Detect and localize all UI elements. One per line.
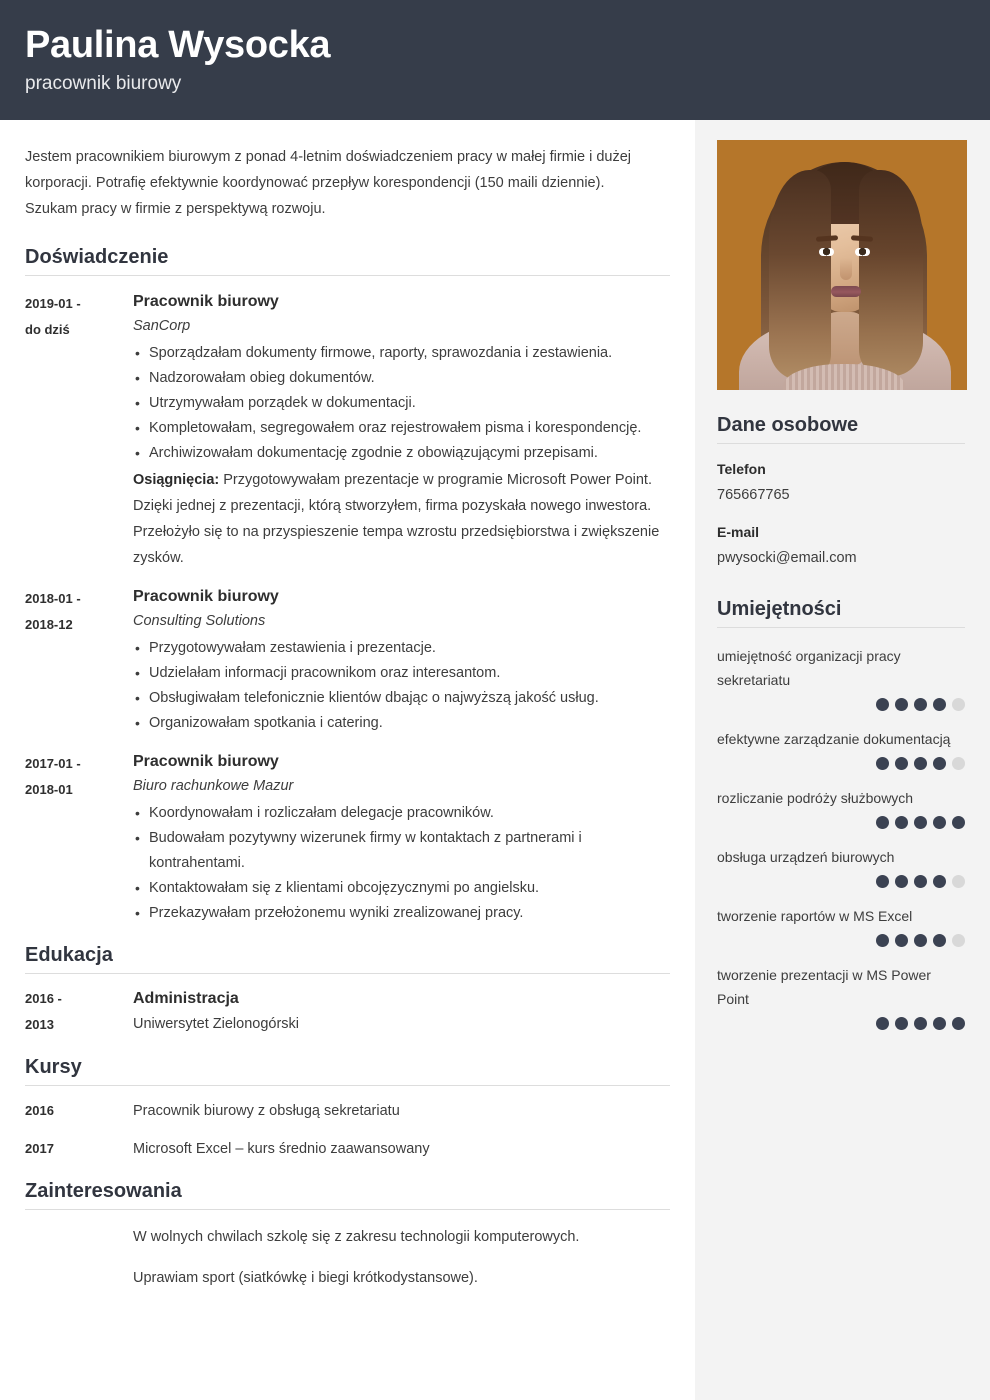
experience-bullet: • Utrzymywałam porządek w dokumentacji. [133,391,670,416]
courses-list [25,1098,670,1162]
rating-dot-filled [933,757,946,770]
rating-dot-filled [876,1017,889,1030]
experience-date-start: 2019-01 - [25,296,81,311]
email-label: E-mail [717,524,760,540]
rating-dot-filled [895,698,908,711]
skill-rating-dots [717,934,965,947]
experience-date [25,750,133,926]
achievement-text: Przygotowywałam prezentacje w programie Microsoft Power Point. Dzięki jednej z prezentacji, którą stworzyłem, firma pozyskała nowego inwestora. Przełożyło się to na przyspieszenie tempa wzrostu przedsiębiorstwa i zwiększenie zysków. [133,472,660,566]
sidebar [695,120,990,1400]
nose-shape [840,258,852,280]
experience-list [25,290,670,926]
course-title: Microsoft Excel – kurs średnio zaawansowany [133,1141,430,1157]
skill-name: tworzenie prezentacji w MS Power Point [717,967,931,1007]
rating-dot-empty [952,934,965,947]
education-body [133,986,670,1038]
experience-bullet: • Archiwizowałam dokumentację zgodnie z obowiązującymi przepisami. [133,441,670,466]
experience-bullet: • Przekazywałam przełożonemu wyniki zrealizowanej pracy. [133,901,670,926]
experience-bullet: • Sporządzałam dokumenty firmowe, raporty, sprawozdania i zestawienia. [133,341,670,366]
experience-entry [25,750,670,926]
job-title: pracownik biurowy [25,73,182,94]
experience-entry [25,585,670,736]
cv-body [0,120,990,1400]
section-heading-skills: Umiejętności [717,596,965,628]
course-title: Pracownik biurowy z obsługą sekretariatu [133,1103,400,1119]
rating-dot-filled [914,698,927,711]
rating-dot-filled [914,816,927,829]
course-year: 2017 [25,1141,54,1156]
education-date-end: 2013 [25,1017,54,1032]
education-list [25,986,670,1038]
interest-item: W wolnych chwilach szkolę się z zakresu technologii komputerowych. [133,1229,580,1245]
skill-rating-dots [717,757,965,770]
rating-dot-filled [933,934,946,947]
experience-company: Consulting Solutions [133,613,266,629]
education-school: Uniwersytet Zielonogórski [133,1016,300,1032]
skill-name: rozliczanie podróży służbowych [717,790,914,806]
rating-dot-filled [895,816,908,829]
experience-bullet: • Budowałam pozytywny wizerunek firmy w kontaktach z partnerami i kontrahentami. [133,826,670,876]
rating-dot-filled [876,816,889,829]
experience-role: Pracownik biurowy [133,588,279,605]
rating-dot-filled [914,875,927,888]
experience-company: SanCorp [133,318,191,334]
rating-dot-filled [952,816,965,829]
experience-bullet: • Obsługiwałam telefonicznie klientów dbając o najwyższą jakość usług. [133,686,670,711]
skills-list [717,644,965,1030]
rating-dot-filled [933,816,946,829]
lips-shape [831,286,861,297]
summary-text: Jestem pracownikiem biurowym z ponad 4-letnim doświadczeniem pracy w małej firmie i dużej korporacji. Potrafię efektywnie koordynować przepływ korespondencji (150 maili dziennie). Szukam pracy w firmie z perspektywą rozwoju. [25,149,632,217]
section-heading-education: Edukacja [25,942,670,974]
rating-dot-filled [895,875,908,888]
course-year: 2016 [25,1103,54,1118]
experience-bullet-list [133,636,670,736]
course-entry [25,1136,670,1162]
skill-rating-dots [717,1017,965,1030]
education-date-start: 2016 - [25,991,62,1006]
experience-date-end: 2018-12 [25,617,73,632]
experience-body [133,750,670,926]
education-entry [25,986,670,1038]
phone-label: Telefon [717,461,766,477]
skill-item [717,904,965,947]
hair-left-shape [769,170,831,380]
rating-dot-empty [952,698,965,711]
experience-date-end: do dziś [25,322,70,337]
experience-date-start: 2018-01 - [25,591,81,606]
phone-value: 765667765 [717,487,790,503]
experience-date [25,290,133,571]
experience-bullet-list [133,801,670,926]
skill-item [717,963,965,1030]
course-body [133,1136,670,1162]
experience-date-end: 2018-01 [25,782,73,797]
experience-company: Biuro rachunkowe Mazur [133,778,294,794]
skill-name: umiejętność organizacji pracy sekretariatu [717,648,901,688]
hair-right-shape [859,170,923,376]
experience-bullet: • Przygotowywałam zestawienia i prezentacje. [133,636,670,661]
experience-role: Pracownik biurowy [133,753,279,770]
rating-dot-filled [876,934,889,947]
skill-item [717,727,965,770]
experience-date-start: 2017-01 - [25,756,81,771]
eye-right [855,248,870,256]
avatar [717,140,967,390]
experience-bullet: • Koordynowałam i rozliczałam delegacje pracowników. [133,801,670,826]
rating-dot-empty [952,875,965,888]
main-column [0,120,695,1400]
page-title: Paulina Wysocka [25,24,331,66]
interest-item: Uprawiam sport (siatkówkę i biegi krótkodystansowe). [133,1270,478,1286]
experience-bullet: • Organizowałam spotkania i catering. [133,711,670,736]
eye-left [819,248,834,256]
experience-body [133,585,670,736]
experience-body [133,290,670,571]
skill-name: tworzenie raportów w MS Excel [717,908,913,924]
skill-rating-dots [717,875,965,888]
skill-item [717,845,965,888]
rating-dot-filled [914,934,927,947]
course-entry [25,1098,670,1124]
email-value: pwysocki@email.com [717,550,857,566]
section-heading-courses: Kursy [25,1054,670,1086]
rating-dot-filled [895,934,908,947]
experience-achievement [133,467,670,571]
achievement-label: Osiągnięcia: [133,472,220,488]
rating-dot-filled [933,875,946,888]
rating-dot-filled [876,757,889,770]
skill-item [717,644,965,711]
experience-bullet: • Udzielałam informacji pracownikom oraz interesantom. [133,661,670,686]
course-body [133,1098,670,1124]
experience-bullet: • Nadzorowałam obieg dokumentów. [133,366,670,391]
section-heading-experience: Doświadczenie [25,244,670,276]
experience-bullet: • Kontaktowałam się z klientami obcojęzycznymi po angielsku. [133,876,670,901]
skill-rating-dots [717,816,965,829]
education-degree: Administracja [133,990,239,1007]
rating-dot-filled [914,757,927,770]
experience-entry [25,290,670,571]
skill-rating-dots [717,698,965,711]
section-heading-personal-data: Dane osobowe [717,412,965,444]
skill-name: efektywne zarządzanie dokumentacją [717,731,951,747]
skill-item [717,786,965,829]
experience-bullet-list [133,341,670,466]
rating-dot-empty [952,757,965,770]
section-heading-interests: Zainteresowania [25,1178,670,1210]
rating-dot-filled [933,1017,946,1030]
education-date [25,986,133,1038]
experience-date [25,585,133,736]
rating-dot-filled [933,698,946,711]
cv-header [0,0,990,120]
skill-name: obsługa urządzeń biurowych [717,849,895,865]
rating-dot-filled [952,1017,965,1030]
experience-role: Pracownik biurowy [133,293,279,310]
rating-dot-filled [895,757,908,770]
interests-list [133,1224,670,1291]
rating-dot-filled [895,1017,908,1030]
rating-dot-filled [876,875,889,888]
rating-dot-filled [914,1017,927,1030]
rating-dot-filled [876,698,889,711]
experience-bullet: • Kompletowałam, segregowałem oraz rejestrowałem pisma i korespondencję. [133,416,670,441]
